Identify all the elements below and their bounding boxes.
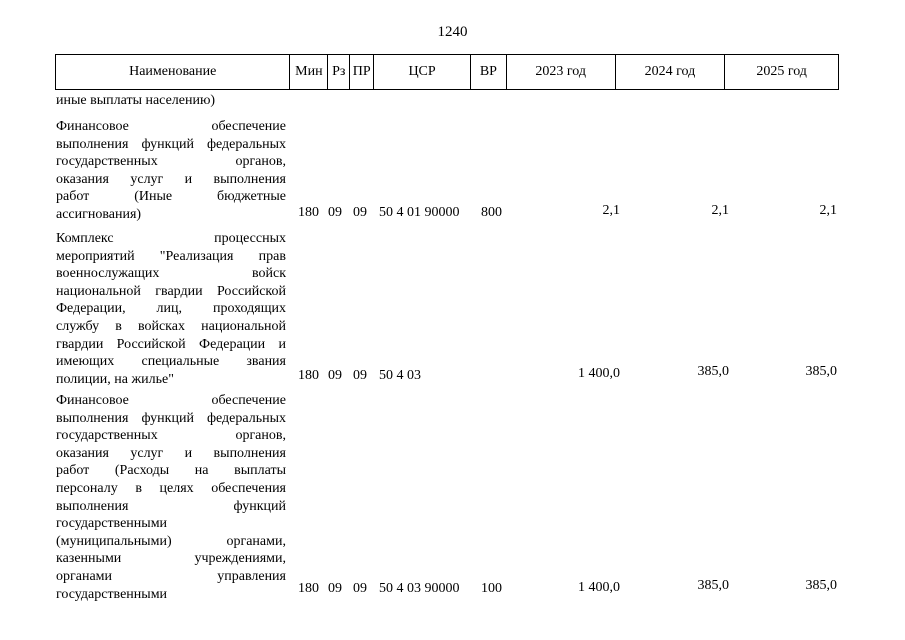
header-rz: Рз	[328, 55, 350, 89]
header-2023: 2023 год	[507, 55, 616, 89]
row-3-line: персоналу в целях обеспечения	[56, 480, 286, 496]
row-3-2025: 385,0	[805, 578, 837, 593]
row-1-line: работ (Иные бюджетные	[56, 189, 286, 205]
row-1-pr: 09	[353, 205, 367, 220]
row-1-line: ассигнования)	[56, 206, 142, 222]
row-3-line: государственными	[56, 586, 168, 602]
row-1-2025: 2,1	[819, 203, 837, 218]
row-1-rz: 09	[328, 205, 342, 220]
row-1-line: выполнения функций федеральных	[56, 136, 286, 152]
row-3-2024: 385,0	[697, 578, 729, 593]
row-2-pr: 09	[353, 368, 367, 383]
row-3-line: органами управления	[56, 568, 286, 584]
row-1-line: государственных органов,	[56, 154, 286, 170]
row-2-line: имеющих специальные звания	[56, 354, 286, 370]
row-1-min: 180	[298, 205, 319, 220]
row-2-2025: 385,0	[805, 364, 837, 379]
header-min: Мин	[290, 55, 328, 89]
row-3-line: работ (Расходы на выплаты	[56, 463, 286, 479]
row-1-line: Финансовое обеспечение	[56, 119, 286, 134]
row-2-rz: 09	[328, 368, 342, 383]
row-3-line: государственных органов,	[56, 428, 286, 444]
row-3-rz: 09	[328, 581, 342, 596]
row-3-pr: 09	[353, 581, 367, 596]
row-1-2024: 2,1	[711, 203, 729, 218]
row-2-line: национальной гвардии Российской	[56, 283, 286, 299]
row-2-line: мероприятий "Реализация прав	[56, 248, 286, 264]
row-1-name	[56, 118, 286, 224]
row-3-line: (муниципальными) органами,	[56, 533, 286, 549]
page-number: 1240	[437, 24, 468, 40]
row-2-csr: 50 4 03	[379, 368, 421, 383]
row-3-vr: 100	[481, 581, 502, 596]
row-1-csr: 50 4 01 90000	[379, 205, 460, 220]
row-2-line: Комплекс процессных	[56, 231, 286, 246]
row-1-2023: 2,1	[602, 203, 620, 218]
row-2-line: гвардии Российской Федерации и	[56, 336, 286, 352]
row-3-2023: 1 400,0	[578, 580, 620, 595]
row-3-csr: 50 4 03 90000	[379, 581, 460, 596]
row-3-line: выполнения функций	[56, 498, 286, 514]
table-header	[55, 54, 839, 90]
row-3-line: выполнения функций федеральных	[56, 410, 286, 426]
row-2-min: 180	[298, 368, 319, 383]
header-2025: 2025 год	[756, 64, 807, 79]
row-1-line: оказания услуг и выполнения	[56, 171, 286, 187]
header-name: Наименование	[56, 55, 290, 89]
header-pr: ПР	[350, 55, 374, 89]
row-2-line: полиции, на жилье"	[56, 371, 174, 387]
row-2-name	[56, 230, 286, 388]
header-csr: ЦСР	[374, 55, 471, 89]
row-3-line: оказания услуг и выполнения	[56, 445, 286, 461]
row-3-line: казенными учреждениями,	[56, 551, 286, 567]
row-3-min: 180	[298, 581, 319, 596]
row-2-2024: 385,0	[697, 364, 729, 379]
row-2-line: службу в войсках национальной	[56, 318, 286, 334]
row-1-vr: 800	[481, 205, 502, 220]
row-2-line: Федерации, лиц, проходящих	[56, 301, 286, 317]
row-2-2023: 1 400,0	[578, 366, 620, 381]
row-3-line: Финансовое обеспечение	[56, 393, 286, 408]
continuation-text: иные выплаты населению)	[56, 93, 216, 108]
row-2-line: военнослужащих войск	[56, 266, 286, 282]
header-2024: 2024 год	[616, 55, 726, 89]
row-3-line: государственными	[56, 516, 168, 532]
header-vr: ВР	[471, 55, 507, 89]
row-3-name	[56, 392, 286, 603]
